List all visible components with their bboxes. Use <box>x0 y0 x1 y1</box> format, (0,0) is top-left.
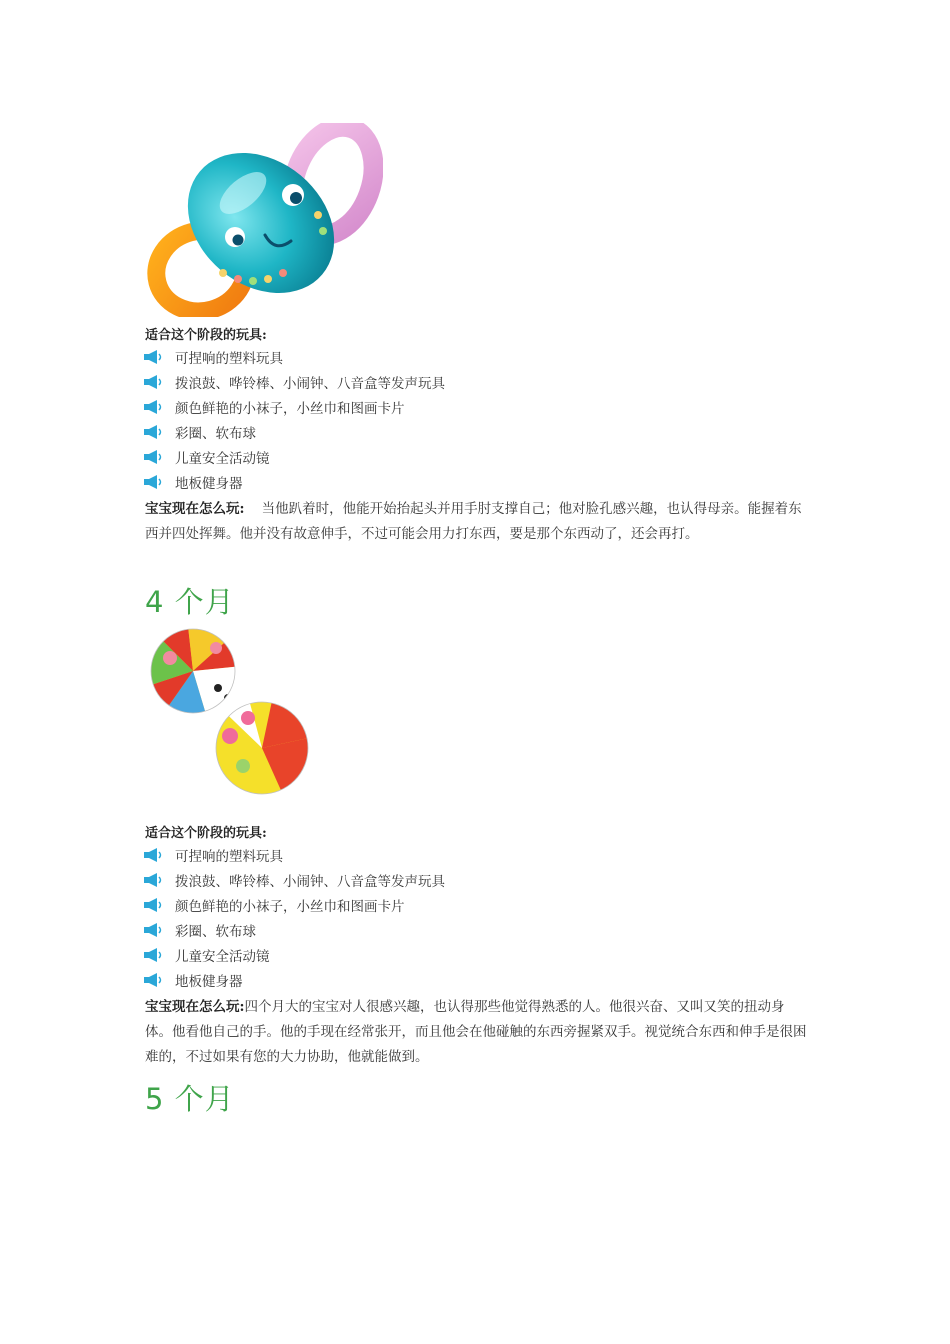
toys-label-3: 适合这个阶段的玩具: <box>145 328 267 343</box>
speaker-bullet-icon <box>143 948 163 962</box>
speaker-bullet-icon <box>143 873 163 887</box>
section-heading-4-months: 4 个月 <box>145 585 235 619</box>
list-item-label: 拨浪鼓、哗铃棒、小闹钟、八音盒等发声玩具 <box>175 375 445 392</box>
speaker-bullet-icon <box>143 475 163 489</box>
list-item-label: 彩圈、软布球 <box>175 923 256 940</box>
list-item <box>143 892 445 917</box>
play-label: 宝宝现在怎么玩: <box>145 999 245 1015</box>
list-item-label: 地板健身器 <box>175 475 243 492</box>
list-item-label: 儿童安全活动镜 <box>175 948 270 965</box>
list-item-label: 可捏响的塑料玩具 <box>175 848 283 865</box>
speaker-bullet-icon <box>143 350 163 364</box>
list-item <box>143 867 445 892</box>
speaker-bullet-icon <box>143 450 163 464</box>
list-item-label: 儿童安全活动镜 <box>175 450 270 467</box>
rattle-toy-image <box>143 123 383 317</box>
list-item <box>143 967 445 992</box>
section-heading-5-months: 5 个月 <box>145 1082 235 1116</box>
list-item-label: 可捏响的塑料玩具 <box>175 350 283 367</box>
speaker-bullet-icon <box>143 973 163 987</box>
play-paragraph-3 <box>145 497 810 547</box>
list-item <box>143 444 445 469</box>
speaker-bullet-icon <box>143 898 163 912</box>
list-item-label: 颜色鲜艳的小袜子，小丝巾和图画卡片 <box>175 400 405 417</box>
list-item <box>143 369 445 394</box>
list-item <box>143 344 445 369</box>
speaker-bullet-icon <box>143 400 163 414</box>
soft-balls-image <box>148 626 313 798</box>
list-item <box>143 394 445 419</box>
toy-list-4 <box>143 842 445 992</box>
toys-label-4: 适合这个阶段的玩具: <box>145 826 267 841</box>
speaker-bullet-icon <box>143 425 163 439</box>
list-item-label: 彩圈、软布球 <box>175 425 256 442</box>
list-item-label: 地板健身器 <box>175 973 243 990</box>
speaker-bullet-icon <box>143 923 163 937</box>
play-text: 四个月大的宝宝对人很感兴趣，也认得那些他觉得熟悉的人。他很兴奋、又叫又笑的扭动身体。他看他自己的手。他的手现在经常张开，而且他会在他碰触的东西旁握紧双手。视觉统合东西和伸手是很困难的，不过如果有您的大力协助，他就能做到。 <box>145 999 807 1065</box>
play-paragraph-4 <box>145 995 810 1070</box>
toy-list-3 <box>143 344 445 494</box>
list-item <box>143 917 445 942</box>
list-item-label: 拨浪鼓、哗铃棒、小闹钟、八音盒等发声玩具 <box>175 873 445 890</box>
list-item <box>143 469 445 494</box>
play-text: 当他趴着时，他能开始抬起头并用手肘支撑自己；他对脸孔感兴趣，也认得母亲。能握着东西并四处挥舞。他并没有故意伸手，不过可能会用力打东西，要是那个东西动了，还会再打。 <box>145 501 802 542</box>
list-item-label: 颜色鲜艳的小袜子，小丝巾和图画卡片 <box>175 898 405 915</box>
list-item <box>143 942 445 967</box>
speaker-bullet-icon <box>143 848 163 862</box>
list-item <box>143 842 445 867</box>
speaker-bullet-icon <box>143 375 163 389</box>
list-item <box>143 419 445 444</box>
play-label: 宝宝现在怎么玩: <box>145 501 245 517</box>
